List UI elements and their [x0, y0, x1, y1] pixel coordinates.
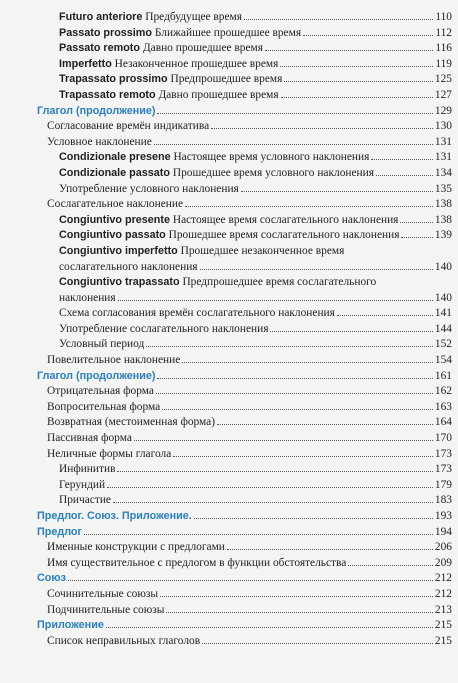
toc-entry-italian-term: Trapassato prossimo	[59, 73, 168, 86]
leader-dots	[303, 35, 433, 36]
toc-entry	[37, 322, 452, 338]
toc-page-number: 129	[434, 104, 452, 117]
leader-dots	[194, 518, 433, 519]
toc-entry	[37, 634, 452, 650]
toc-entry	[37, 493, 452, 509]
leader-dots	[211, 128, 433, 129]
toc-page-number: 193	[434, 510, 452, 522]
toc-section-title: Предлог	[37, 525, 83, 538]
toc-page-number: 140	[434, 260, 452, 273]
toc-entry	[37, 462, 452, 478]
toc-page-number: 134	[434, 166, 452, 179]
toc-entry-continuation	[37, 260, 452, 276]
leader-dots	[401, 237, 432, 238]
toc-section-heading	[37, 525, 452, 541]
leader-dots	[337, 315, 433, 316]
toc-entry-text: Сочинительные союзы	[47, 587, 158, 600]
leader-dots	[113, 502, 433, 503]
toc-page-number: 125	[434, 73, 452, 86]
toc-entry	[37, 556, 452, 572]
toc-entry	[37, 197, 452, 213]
table-of-contents	[37, 10, 452, 649]
toc-entry	[37, 135, 452, 151]
toc-page-number: 140	[434, 291, 452, 304]
toc-entry	[37, 415, 452, 431]
toc-entry	[37, 540, 452, 556]
leader-dots	[348, 565, 433, 566]
toc-entry-text: Предбудущее время	[145, 11, 243, 23]
toc-entry-text: Пассивная форма	[47, 432, 132, 445]
toc-entry-italian-term: Condizionale presene	[59, 151, 171, 164]
toc-entry	[37, 213, 452, 229]
leader-dots	[84, 534, 433, 535]
toc-page-number: 130	[434, 120, 452, 133]
toc-page-number: 131	[434, 151, 452, 164]
toc-page-number: 213	[434, 603, 452, 616]
toc-page-number: 209	[434, 556, 452, 569]
toc-entry-text: Употребление сослагательного наклонения	[59, 322, 269, 335]
toc-entry-text: Вопросительная форма	[47, 400, 161, 413]
toc-entry-text: Схема согласования времён сослагательного наклонения	[59, 307, 335, 320]
toc-page-number: 215	[434, 619, 452, 632]
toc-section-title: Предлог. Союз. Приложение.	[37, 510, 192, 522]
toc-entry	[37, 384, 452, 400]
toc-entry	[37, 587, 452, 603]
leader-dots	[280, 66, 433, 67]
toc-entry	[37, 353, 452, 369]
toc-page-number: 206	[434, 541, 452, 554]
toc-entry	[37, 119, 452, 135]
toc-page-number: 163	[434, 400, 452, 413]
toc-page-number: 212	[434, 572, 452, 585]
toc-page-number: 161	[434, 369, 452, 382]
toc-page-number: 119	[435, 57, 452, 70]
toc-entry	[37, 431, 452, 447]
toc-entry-italian-term: Congiuntivo presente	[59, 213, 170, 226]
toc-entry	[37, 57, 452, 73]
toc-entry-italian-term: Congiuntivo imperfetto	[59, 244, 178, 257]
toc-entry-italian-term: Imperfetto	[59, 57, 112, 70]
leader-dots	[227, 549, 433, 550]
toc-entry-text: Употребление условного наклонения	[59, 182, 239, 195]
toc-entry-text: Прошедшее время сослагательного наклонения	[168, 229, 400, 242]
toc-entry-text: Незаконченное прошедшее время	[114, 57, 279, 70]
toc-entry-text: Предпрошедшее время	[170, 73, 283, 86]
leader-dots	[68, 580, 433, 581]
toc-page-number: 154	[434, 354, 452, 367]
toc-page-number: 135	[434, 182, 452, 195]
toc-page-number: 112	[435, 26, 452, 39]
leader-dots	[146, 346, 433, 347]
toc-entry-text: Согласование времён индикатива	[47, 120, 210, 133]
toc-page-number: 212	[434, 587, 452, 600]
toc-entry	[37, 88, 452, 104]
toc-entry-continuation	[37, 291, 452, 307]
toc-entry-text: наклонения	[59, 291, 116, 304]
leader-dots	[118, 300, 433, 301]
toc-section-heading	[37, 571, 452, 587]
toc-entry	[37, 400, 452, 416]
toc-section-heading	[37, 369, 452, 385]
toc-page-number: 183	[434, 494, 452, 507]
toc-section-title: Глагол (продолжение)	[37, 104, 156, 117]
toc-entry-italian-term: Passato remoto	[59, 42, 141, 55]
toc-entry-text: Отрицательная форма	[47, 385, 154, 398]
toc-entry-text: Давно прошедшее время	[142, 42, 263, 55]
leader-dots	[244, 19, 433, 20]
toc-page-number: 138	[434, 198, 452, 211]
leader-dots	[173, 456, 433, 457]
toc-entry-text: Инфинитив	[59, 463, 116, 476]
toc-page-number: 194	[434, 525, 452, 538]
toc-entry-italian-term: Congiuntivo trapassato	[59, 276, 180, 289]
leader-dots	[371, 159, 433, 160]
leader-dots	[107, 487, 433, 488]
toc-entry	[37, 306, 452, 322]
leader-dots	[157, 378, 432, 379]
toc-page-number: 170	[434, 432, 452, 445]
toc-entry-text: Настоящее время сослагательного наклонения	[172, 213, 399, 226]
toc-page-number: 179	[434, 478, 452, 491]
toc-entry	[37, 150, 452, 166]
toc-entry	[37, 447, 452, 463]
toc-entry-text: сослагательного наклонения	[59, 260, 198, 273]
leader-dots	[162, 409, 433, 410]
toc-entry-italian-term: Condizionale passato	[59, 166, 170, 179]
toc-section-title: Союз	[37, 572, 66, 585]
toc-entry-text: Список неправильных глаголов	[47, 634, 201, 647]
toc-entry-text: Ближайшее прошедшее время	[154, 26, 302, 39]
toc-entry	[37, 72, 452, 88]
toc-page-number: 164	[434, 416, 452, 429]
toc-entry	[37, 41, 452, 57]
toc-entry-text: Неличные формы глагола	[47, 447, 172, 460]
leader-dots	[134, 440, 433, 441]
leader-dots	[200, 269, 433, 270]
toc-entry-text: Именные конструкции с предлогами	[47, 541, 225, 554]
toc-entry-text: Сослагательное наклонение	[47, 198, 184, 211]
toc-entry	[37, 244, 452, 260]
toc-entry-text: Прошедшее время условного наклонения	[172, 166, 374, 179]
toc-section-heading	[37, 104, 452, 120]
toc-page-number: 141	[434, 307, 452, 320]
toc-entry	[37, 166, 452, 182]
toc-section-heading	[37, 618, 452, 634]
toc-entry-text: Условное наклонение	[47, 135, 152, 148]
toc-section-title: Глагол (продолжение)	[37, 369, 156, 382]
toc-page-number: 116	[435, 42, 452, 55]
leader-dots	[156, 393, 433, 394]
leader-dots	[270, 331, 432, 332]
toc-entry	[37, 228, 452, 244]
toc-page-number: 215	[434, 634, 452, 647]
leader-dots	[154, 144, 433, 145]
toc-entry-text: Повелительное наклонение	[47, 354, 181, 367]
toc-page-number: 131	[434, 135, 452, 148]
leader-dots	[166, 612, 433, 613]
toc-page-number: 127	[434, 88, 452, 101]
toc-entry	[37, 26, 452, 42]
toc-entry-text: Имя существительное с предлогом в функции обстоятельства	[47, 556, 347, 569]
leader-dots	[284, 81, 433, 82]
toc-entry-text: Условный период	[59, 338, 145, 351]
toc-entry-text: Настоящее время условного наклонения	[173, 151, 370, 164]
leader-dots	[400, 222, 432, 223]
toc-entry-text: Подчинительные союзы	[47, 603, 165, 616]
toc-entry-text: Герундий	[59, 478, 106, 491]
toc-page-number: 173	[434, 447, 452, 460]
leader-dots	[185, 206, 433, 207]
toc-entry-italian-term: Futuro anteriore	[59, 11, 143, 23]
leader-dots	[376, 175, 433, 176]
toc-page-number: 173	[434, 463, 452, 476]
toc-entry-text: Возвратная (местоименная форма)	[47, 416, 216, 429]
toc-entry	[37, 275, 452, 291]
toc-entry	[37, 603, 452, 619]
leader-dots	[217, 424, 433, 425]
toc-page-number: 138	[434, 213, 452, 226]
leader-dots	[160, 596, 433, 597]
leader-dots	[117, 471, 432, 472]
toc-page-number: 162	[434, 385, 452, 398]
toc-entry-text: Причастие	[59, 494, 111, 507]
leader-dots	[202, 643, 433, 644]
leader-dots	[265, 50, 433, 51]
toc-entry-italian-term: Passato prossimo	[59, 26, 153, 39]
toc-entry-text: Предпрошедшее время сослагательного	[182, 276, 377, 289]
toc-page-number: 110	[435, 11, 452, 23]
toc-entry-text: Давно прошедшее время	[158, 88, 279, 101]
leader-dots	[157, 113, 432, 114]
toc-page-number: 139	[434, 229, 452, 242]
toc-entry-italian-term: Congiuntivo passato	[59, 229, 166, 242]
leader-dots	[182, 362, 433, 363]
toc-entry	[37, 337, 452, 353]
toc-entry	[37, 478, 452, 494]
toc-entry	[37, 182, 452, 198]
toc-entry-text: Прошедшее незаконченное время	[180, 244, 345, 257]
toc-section-title: Приложение	[37, 619, 104, 632]
toc-entry	[37, 10, 452, 26]
leader-dots	[241, 191, 433, 192]
toc-page-number: 144	[434, 322, 452, 335]
toc-page-number: 152	[434, 338, 452, 351]
toc-entry-italian-term: Trapassato remoto	[59, 88, 156, 101]
leader-dots	[281, 97, 433, 98]
leader-dots	[106, 627, 433, 628]
toc-section-heading	[37, 509, 452, 525]
